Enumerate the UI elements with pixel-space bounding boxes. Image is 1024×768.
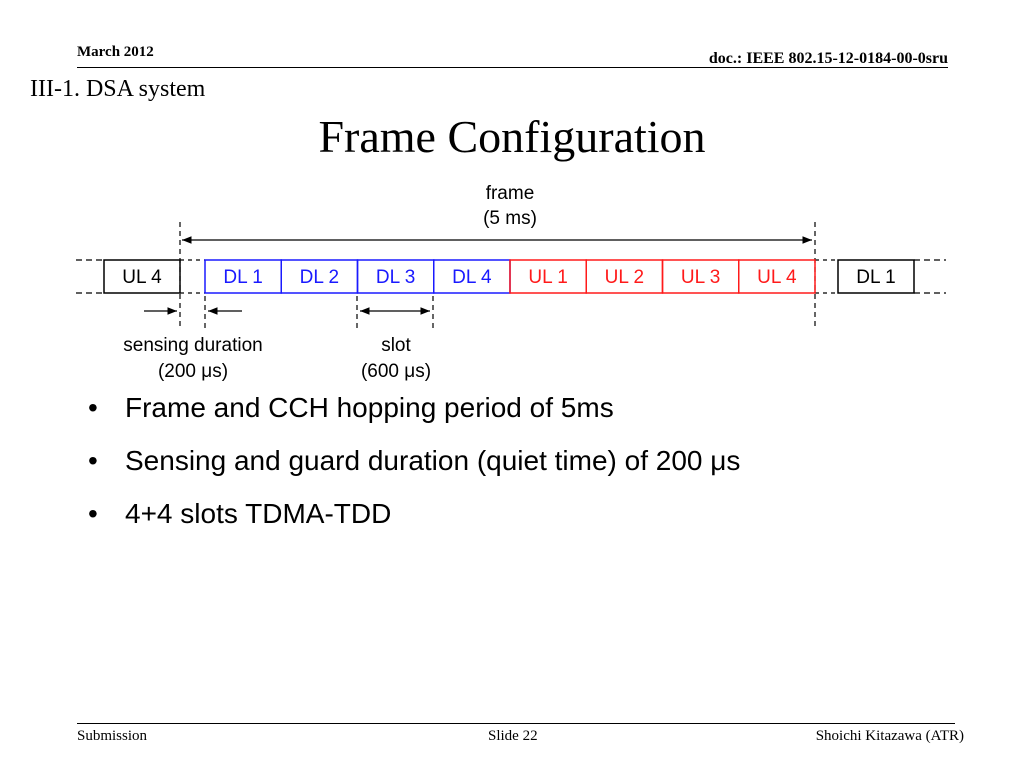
bullet-item: [88, 388, 740, 441]
bullet-text: Frame and CCH hopping period of 5ms: [125, 392, 614, 423]
bullet-text: 4+4 slots TDMA-TDD: [125, 498, 392, 529]
frame-slot-label: DL 1: [223, 267, 263, 288]
frame-slot-label: DL 3: [375, 267, 416, 288]
frame-duration-label: (5 ms): [483, 208, 537, 229]
frame-slot-label: UL 3: [680, 267, 721, 288]
frame-slots: [205, 260, 815, 293]
bullet-text: Sensing and guard duration (quiet time) of 200 μs: [125, 445, 741, 476]
frame-slot-label: UL 2: [604, 267, 645, 288]
bullet-list: [88, 388, 740, 547]
frame-slot-label: UL 1: [528, 267, 568, 288]
header-date: March 2012: [77, 44, 154, 60]
bullet-item: [88, 494, 740, 547]
bullet-marker: •: [88, 498, 98, 529]
footer-submission: Submission: [77, 728, 148, 744]
next-frame-slot-label: DL 1: [856, 267, 896, 288]
bullet-marker: •: [88, 392, 98, 423]
slot-duration-value: (600 μs): [360, 361, 432, 382]
footer-author: Shoichi Kitazawa (ATR): [815, 728, 964, 744]
frame-slot-label: UL 4: [757, 267, 797, 288]
frame-slot-label: DL 4: [452, 267, 492, 288]
section-label: III-1. DSA system: [30, 76, 206, 102]
bullet-marker: •: [88, 445, 98, 476]
frame-slot-label: DL 2: [299, 267, 340, 288]
sensing-duration-label: sensing duration: [123, 335, 263, 356]
footer-slide-number: Slide 22: [488, 728, 538, 744]
sensing-duration-value: (200 μs): [157, 361, 229, 382]
prev-frame-slot-label: UL 4: [122, 267, 162, 288]
header-doc-id: doc.: IEEE 802.15-12-0184-00-0sru: [708, 50, 948, 67]
bullet-item: [88, 441, 740, 494]
footer-divider: [77, 723, 955, 724]
slot-label: slot: [381, 335, 411, 356]
frame-label: frame: [485, 183, 535, 204]
slide-title: Frame Configuration: [318, 111, 706, 162]
